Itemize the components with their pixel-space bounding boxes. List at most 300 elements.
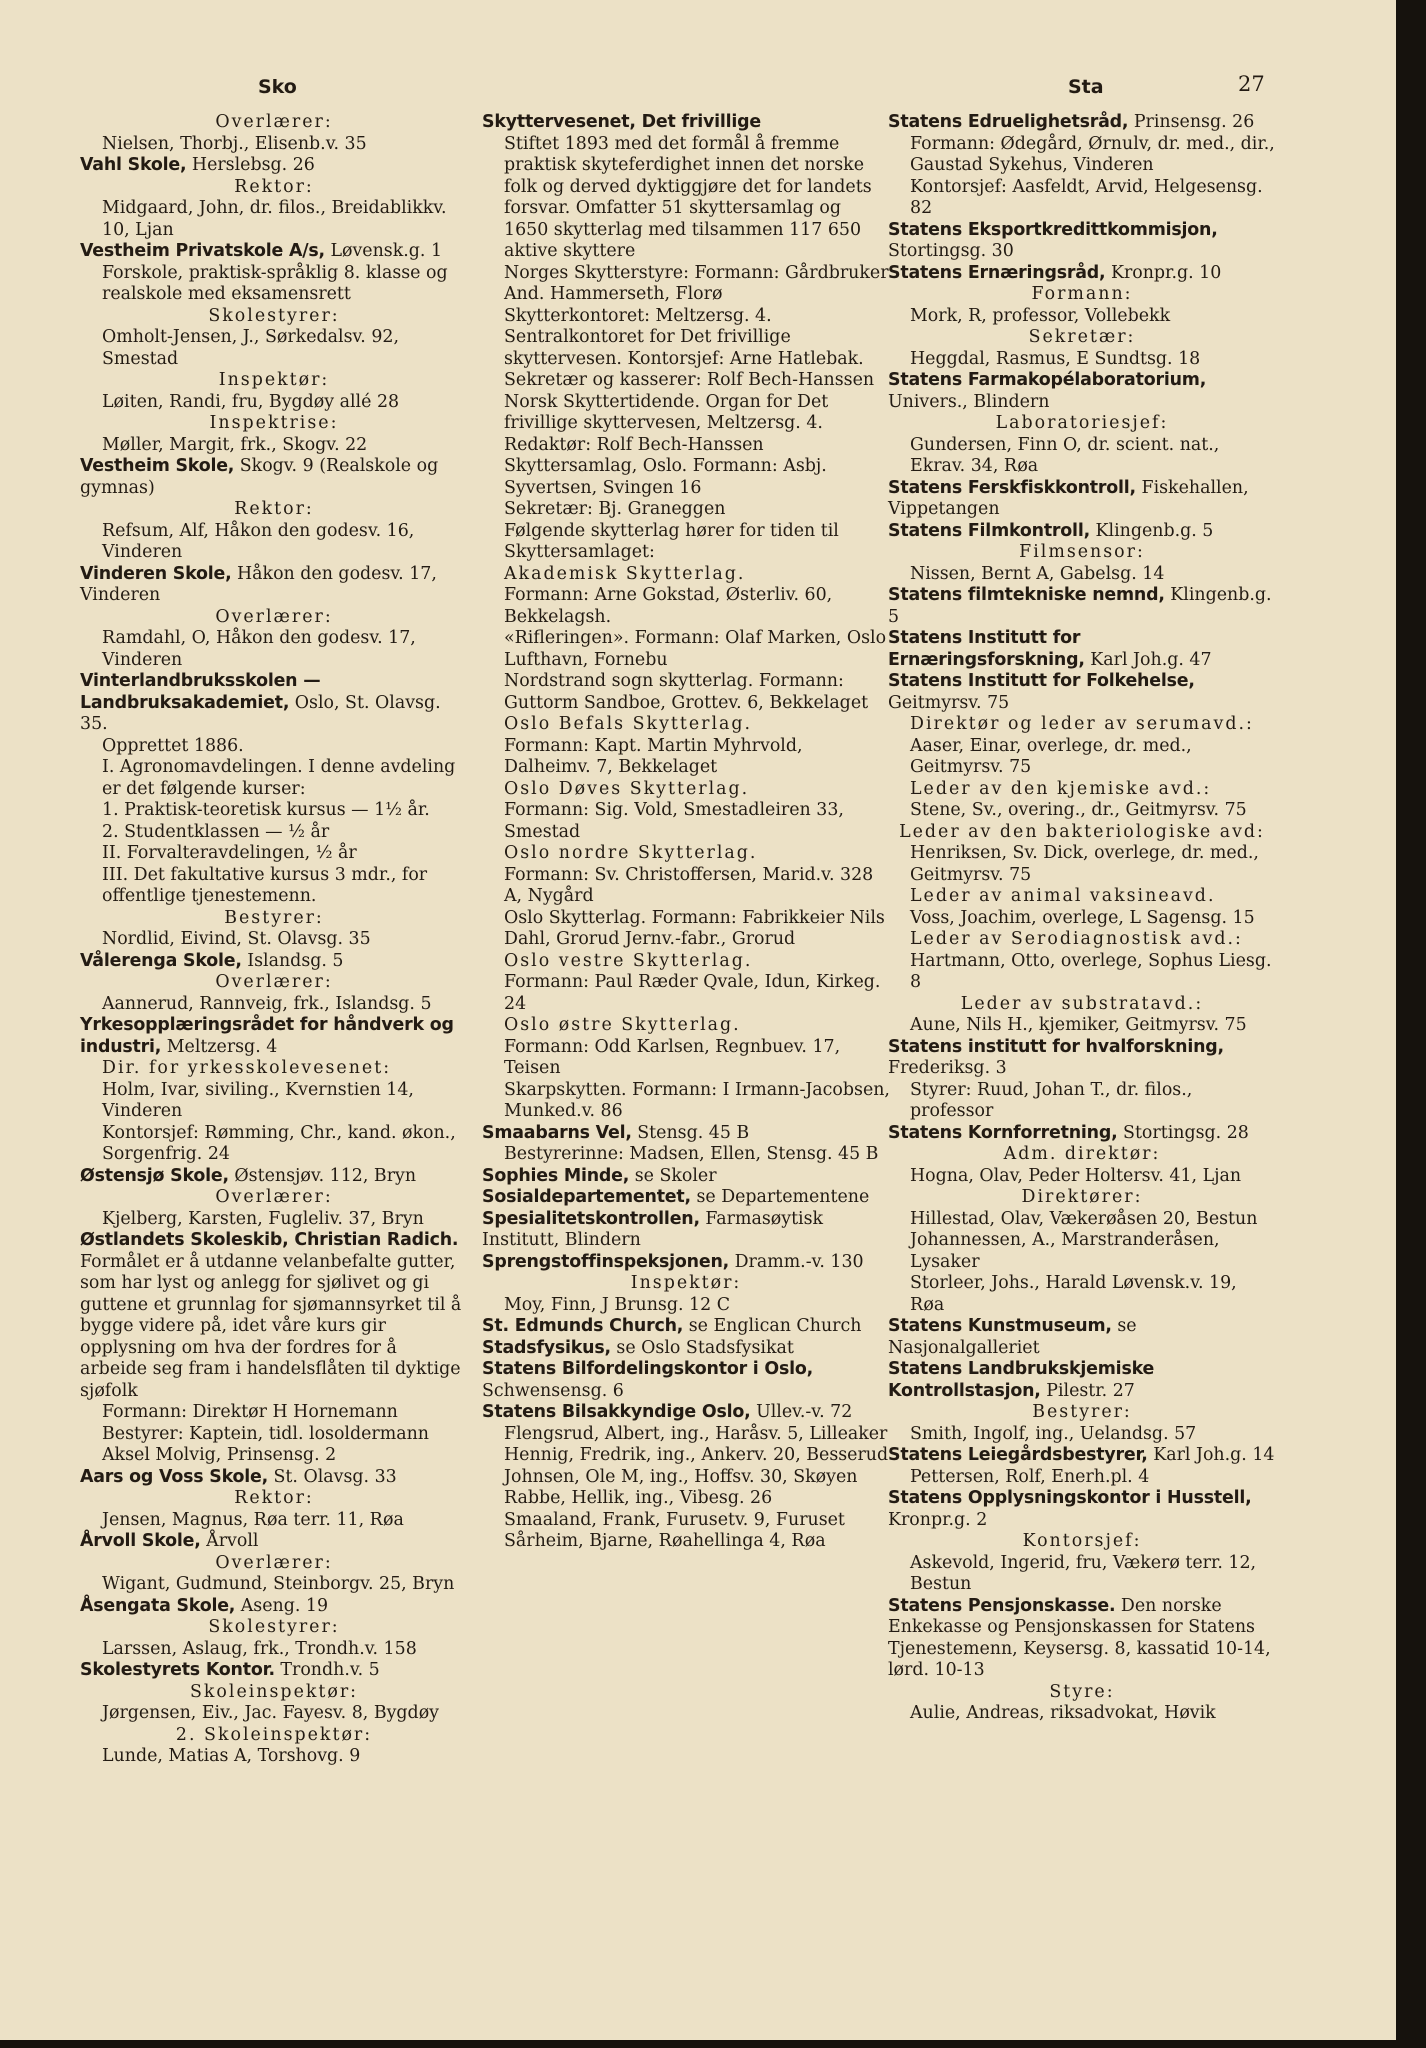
entry-text: Leder av substratavd.:	[960, 993, 1204, 1014]
entry-text: Akademisk Skytterlag.	[504, 563, 746, 584]
entry-heading: Sophies Minde,	[482, 1165, 630, 1186]
entry-text: Oslo, St. Olavsg. 35.	[80, 692, 441, 734]
entry-detail	[80, 822, 468, 844]
entry-text: Rabbe, Hellik, ing., Vibesg. 26	[504, 1488, 773, 1508]
entry-detail	[482, 779, 890, 801]
entry-text: Dir. for yrkesskolevesenet:	[102, 1058, 392, 1078]
entry-text: Karl Joh.g. 14	[1147, 1445, 1275, 1465]
entry-text: Leder av Serodiagnostisk avd.:	[910, 929, 1243, 949]
entry-detail	[80, 327, 468, 370]
entry-detail	[888, 736, 1276, 779]
entry-text: se Oslo Stadsfysikat	[610, 1337, 794, 1358]
entry-heading: Statens Institutt for Ernæringsforskning,	[888, 628, 1085, 670]
entry-text: Aune, Nils H., kjemiker, Geitmyrsv. 75	[910, 1015, 1247, 1035]
entry-text: Omholt-Jensen, J., Sørkedalsv. 92, Smestad	[102, 327, 399, 369]
entry-detail	[80, 994, 468, 1016]
entry-text: Hartmann, Otto, overlege, Sophus Liesg. 8	[910, 950, 1272, 992]
entry-text: Kontorsjef: Aasfeldt, Arvid, Helgesensg. 82	[910, 176, 1263, 218]
directory-entry	[80, 1015, 468, 1058]
entry-text: Heggdal, Rasmus, E Sundtsg. 18	[910, 348, 1201, 369]
entry-detail	[80, 607, 468, 629]
entry-text: Wigant, Gudmund, Steinborgv. 25, Bryn	[102, 1574, 455, 1594]
entry-text: Larssen, Aslaug, frk., Trondh.v. 158	[102, 1638, 417, 1659]
entry-detail	[888, 951, 1276, 994]
entry-text: Leder av den bakteriologiske avd:	[899, 821, 1265, 842]
entry-text: Kjelberg, Karsten, Fugleliv. 37, Bryn	[102, 1208, 424, 1229]
directory-entry	[888, 220, 1276, 263]
entry-heading: Aars og Voss Skole,	[80, 1466, 268, 1487]
entry-text: Skyttersamlag, Oslo. Formann: Asbj. Syvertsen, Svingen 16	[504, 456, 827, 498]
directory-entry	[80, 1467, 468, 1489]
entry-detail	[80, 134, 468, 156]
entry-detail	[888, 886, 1276, 908]
entry-heading: Statens Kunstmuseum,	[888, 1316, 1112, 1336]
entry-detail	[80, 306, 468, 328]
scan-edge	[1396, 0, 1426, 2048]
entry-detail	[888, 714, 1276, 736]
entry-detail	[80, 435, 468, 457]
entry-detail	[482, 499, 890, 521]
entry-detail	[482, 134, 890, 263]
entry-text: Fiskehallen, Vippetangen	[888, 477, 1249, 519]
entry-detail	[888, 1015, 1276, 1037]
entry-text: se Nasjonalgalleriet	[888, 1316, 1137, 1358]
entry-text: Styrer: Ruud, Johan T., dr. filos., professor	[910, 1079, 1193, 1121]
entry-detail	[482, 263, 890, 306]
entry-text: Formann: Direktør H Hornemann	[102, 1402, 398, 1422]
entry-detail	[888, 929, 1276, 951]
directory-entry	[482, 1359, 890, 1402]
entry-text: Norges Skytterstyre: Formann: Gårdbruker And. Hammerseth, Florø	[504, 262, 889, 304]
entry-detail	[888, 994, 1276, 1016]
entry-heading: Statens Ferskfiskkontroll,	[888, 477, 1136, 498]
entry-heading: Statens Kornforretning,	[888, 1122, 1118, 1143]
entry-text: Refsum, Alf, Håkon den godesv. 16, Vinderen	[102, 520, 415, 562]
entry-text: Overlærer:	[215, 1552, 333, 1573]
directory-entry	[482, 1209, 890, 1252]
entry-text: Nordstrand sogn skytterlag. Formann: Guttorm Sandboe, Grottev. 6, Bekkelaget	[504, 671, 869, 713]
entry-text: II. Forvalteravdelingen, ½ år	[102, 843, 357, 863]
running-head-left: Sko	[258, 76, 297, 98]
directory-entry	[80, 1531, 468, 1553]
entry-text: Leder av animal vaksineavd.	[910, 886, 1216, 906]
entry-detail	[80, 1058, 468, 1080]
entry-heading: Stadsfysikus,	[482, 1337, 611, 1358]
entry-text: Klingenb.g. 5	[1089, 520, 1214, 541]
entry-heading: Statens Edruelighetsråd,	[888, 112, 1129, 132]
directory-entry	[482, 1338, 890, 1360]
directory-entry	[888, 521, 1276, 543]
entry-detail	[80, 628, 468, 671]
entry-text: Formann: Paul Ræder Qvale, Idun, Kirkeg. 24	[504, 972, 881, 1014]
entry-text: Overlærer:	[215, 972, 333, 992]
entry-heading: Østensjø Skole,	[80, 1165, 229, 1186]
entry-text: Østensjøv. 112, Bryn	[228, 1165, 417, 1186]
directory-entry	[888, 1316, 1276, 1359]
entry-detail	[80, 800, 468, 822]
entry-text: Inspektrise:	[209, 413, 339, 433]
entry-text: Skolestyrer:	[208, 1617, 340, 1637]
entry-text: Ramdahl, O, Håkon den godesv. 17, Vinderen	[102, 628, 416, 670]
entry-text: Formann: Kapt. Martin Myhrvold, Dalheimv. 7, Bekkelaget	[504, 735, 803, 777]
entry-text: Kronpr.g. 2	[888, 1509, 988, 1530]
entry-detail	[80, 1553, 468, 1575]
entry-detail	[482, 456, 890, 499]
entry-text: Direktør og leder av serumavd.:	[910, 714, 1254, 734]
entry-detail	[482, 1531, 890, 1553]
directory-entry	[482, 1166, 890, 1188]
entry-detail	[80, 843, 468, 865]
entry-detail	[482, 972, 890, 1015]
entry-detail	[888, 1273, 1276, 1316]
entry-text: Stortingsg. 30	[888, 241, 1014, 261]
entry-detail	[80, 392, 468, 414]
entry-text: Pilestr. 27	[1040, 1380, 1135, 1401]
entry-text: Norsk Skyttertidende. Organ for Det frivillige skyttervesen, Meltzersg. 4. Redaktør: Rolf Bech-Hanssen	[504, 391, 829, 455]
entry-detail	[80, 1510, 468, 1532]
entry-text: Stensg. 45 B	[631, 1122, 750, 1143]
entry-text: Pettersen, Rolf, Enerh.pl. 4	[910, 1466, 1150, 1487]
entry-detail	[888, 1703, 1276, 1725]
entry-heading: Vinderen Skole,	[80, 563, 232, 584]
entry-text: Nielsen, Thorbj., Elisenb.v. 35	[102, 133, 367, 154]
entry-text: Smith, Ingolf, ing., Uelandsg. 57	[910, 1423, 1197, 1444]
entry-text: Styre:	[1049, 1681, 1115, 1702]
directory-entry	[888, 478, 1276, 521]
entry-detail	[482, 1445, 890, 1467]
entry-detail	[888, 1166, 1276, 1188]
entry-heading: Statens institutt for hvalforskning,	[888, 1036, 1224, 1057]
entry-text: Islandsg. 5	[241, 950, 344, 971]
directory-entry	[888, 1123, 1276, 1145]
directory-entry	[80, 951, 468, 973]
entry-heading: Statens Leiegårdsbestyrer,	[888, 1445, 1148, 1465]
entry-text: Henriksen, Sv. Dick, overlege, dr. med., Geitmyrsv. 75	[910, 843, 1259, 885]
directory-entry	[80, 1660, 468, 1682]
entry-detail	[80, 1187, 468, 1209]
entry-detail	[80, 1617, 468, 1639]
entry-detail	[80, 929, 468, 951]
directory-entry	[80, 564, 468, 607]
entry-heading: Sosialdepartementet,	[482, 1187, 691, 1207]
directory-entry	[888, 628, 1276, 671]
entry-detail	[888, 435, 1276, 478]
entry-detail	[888, 1209, 1276, 1231]
entry-heading: Yrkesopplæringsrådet for håndverk og industri,	[80, 1015, 454, 1057]
entry-text: Herslebsg. 26	[186, 155, 315, 175]
entry-text: Formann: Ødegård, Ørnulv, dr. med., dir., Gaustad Sykehus, Vinderen	[910, 133, 1275, 175]
directory-entry	[888, 1488, 1276, 1531]
entry-detail	[482, 1273, 890, 1295]
entry-text: Oslo vestre Skytterlag.	[504, 950, 753, 971]
entry-heading: Sprengstoffinspeksjonen,	[482, 1251, 730, 1272]
directory-entry	[888, 370, 1276, 413]
running-head-right: Sta	[1068, 76, 1104, 98]
entry-detail	[80, 1746, 468, 1768]
directory-entry	[888, 263, 1276, 285]
entry-heading: Statens Bilsakkyndige Oslo,	[482, 1402, 751, 1422]
directory-entry	[80, 155, 468, 177]
entry-text: Oslo Befals Skytterlag.	[504, 714, 753, 734]
entry-detail	[482, 951, 890, 973]
entry-detail	[80, 499, 468, 521]
entry-heading: Statens Bilfordelingskontor i Oslo,	[482, 1359, 814, 1379]
entry-detail	[888, 413, 1276, 435]
entry-text: Kontorsjef: Rømming, Chr., kand. økon., Sorgenfrig. 24	[102, 1122, 456, 1164]
entry-text: Aannerud, Rannveig, frk., Islandsg. 5	[102, 993, 432, 1014]
entry-heading: Skyttervesenet, Det frivillige	[482, 112, 761, 132]
entry-text: Hillestad, Olav, Vækerøåsen 20, Bestun	[910, 1208, 1258, 1229]
entry-detail	[888, 1424, 1276, 1446]
entry-text: Overlærer:	[215, 606, 333, 627]
entry-detail	[888, 177, 1276, 220]
entry-detail	[888, 349, 1276, 371]
entry-text: Løvensk.g. 1	[324, 241, 443, 261]
entry-detail	[482, 865, 890, 908]
entry-heading: Skolestyrets Kontor.	[80, 1660, 275, 1680]
directory-entry	[888, 1037, 1276, 1080]
directory-entry	[80, 456, 468, 499]
entry-text: Leder av den kjemiske avd.:	[910, 778, 1212, 799]
entry-detail	[80, 1682, 468, 1704]
entry-text: Skogv. 9 (Realskole og gymnas)	[80, 456, 439, 498]
entry-text: Aulie, Andreas, riksadvokat, Høvik	[910, 1703, 1216, 1723]
entry-detail	[482, 628, 890, 671]
entry-text: Dramm.-v. 130	[729, 1251, 864, 1272]
entry-text: «Rifleringen». Formann: Olaf Marken, Oslo Lufthavn, Fornebu	[504, 628, 887, 670]
entry-text: Skolestyrer:	[208, 305, 340, 326]
directory-entry	[888, 585, 1276, 628]
entry-detail	[888, 1080, 1276, 1123]
entry-detail	[888, 1682, 1276, 1704]
entry-heading: Statens filmtekniske nemnd,	[888, 585, 1165, 605]
entry-text: Overlærer:	[215, 112, 333, 132]
entry-detail	[888, 800, 1276, 822]
entry-text: Formann: Sig. Vold, Smestadleiren 33, Smestad	[504, 800, 844, 842]
entry-text: Nordlid, Eivind, St. Olavsg. 35	[102, 929, 371, 949]
entry-text: Formann: Odd Karlsen, Regnbuev. 17, Teisen	[504, 1036, 841, 1078]
entry-detail	[482, 1424, 890, 1446]
entry-text: Frederiksg. 3	[888, 1058, 1007, 1078]
entry-detail	[482, 585, 890, 628]
entry-detail	[482, 714, 890, 736]
entry-text: Løiten, Randi, fru, Bygdøy allé 28	[102, 391, 400, 412]
entry-detail	[80, 1639, 468, 1661]
entry-detail	[888, 327, 1276, 349]
entry-text: Rektor:	[234, 499, 314, 519]
directory-entry	[80, 1166, 468, 1188]
entry-text: Klingenb.g. 5	[888, 585, 1272, 627]
entry-text: se Englican Church	[683, 1316, 862, 1336]
entry-detail	[888, 1144, 1276, 1166]
entry-text: Oslo Døves Skytterlag.	[504, 778, 750, 799]
entry-detail	[482, 1295, 890, 1317]
directory-entry	[888, 1596, 1276, 1682]
entry-text: Voss, Joachim, overlege, L Sagensg. 15	[910, 907, 1255, 928]
entry-text: Ullev.-v. 72	[750, 1402, 853, 1422]
entry-detail	[80, 908, 468, 930]
entry-detail	[482, 671, 890, 714]
entry-text: Midgaard, John, dr. filos., Breidablikkv. 10, Ljan	[102, 198, 447, 240]
entry-detail	[482, 1144, 890, 1166]
entry-detail	[482, 1488, 890, 1510]
entry-text: I. Agronomavdelingen. I denne avdeling er det følgende kurser:	[102, 757, 456, 799]
directory-entry	[888, 1359, 1276, 1402]
directory-entry	[80, 1596, 468, 1618]
entry-text: Prinsensg. 26	[1128, 112, 1255, 132]
entry-detail	[888, 1402, 1276, 1424]
entry-text: Bestyrerinne: Madsen, Ellen, Stensg. 45 B	[504, 1144, 879, 1164]
entry-text: 1. Praktisk-teoretisk kursus — 1½ år.	[102, 800, 430, 820]
entry-heading: Østlandets Skoleskib, Christian Radich.	[80, 1230, 459, 1250]
entry-detail	[888, 1553, 1276, 1596]
entry-text: Direktører:	[1021, 1187, 1143, 1207]
entry-detail	[482, 736, 890, 779]
entry-detail	[482, 908, 890, 951]
entry-detail	[80, 1488, 468, 1510]
entry-detail	[80, 1402, 468, 1424]
entry-detail	[482, 1510, 890, 1532]
entry-text: Stortingsg. 28	[1117, 1122, 1249, 1143]
entry-heading: Statens Ernæringsråd,	[888, 262, 1106, 283]
entry-detail	[80, 736, 468, 758]
entry-text: Johnsen, Ole M, ing., Hoffsv. 30, Skøyen	[504, 1466, 858, 1487]
entry-detail	[888, 1531, 1276, 1553]
entry-detail	[80, 972, 468, 994]
entry-detail	[80, 198, 468, 241]
entry-heading: Statens Landbrukskjemiske Kontrollstasjon,	[888, 1359, 1155, 1401]
entry-detail	[888, 908, 1276, 930]
entry-detail	[80, 263, 468, 306]
entry-text: Aaser, Einar, overlege, dr. med., Geitmyrsv. 75	[910, 735, 1192, 777]
page-number: 27	[1238, 72, 1265, 96]
entry-text: Johannessen, A., Marstranderåsen, Lysaker	[910, 1230, 1220, 1272]
entry-heading: Årvoll Skole,	[80, 1531, 201, 1551]
entry-text: se Skoler	[629, 1165, 717, 1186]
entry-detail	[482, 800, 890, 843]
entry-heading: Statens Filmkontroll,	[888, 520, 1090, 541]
entry-detail	[888, 1230, 1276, 1273]
entry-detail	[888, 564, 1276, 586]
entry-detail	[482, 1467, 890, 1489]
entry-text: Kronpr.g. 10	[1105, 262, 1222, 283]
entry-heading: Statens Institutt for Folkehelse,	[888, 671, 1195, 691]
entry-detail	[80, 865, 468, 908]
entry-text: Lunde, Matias A, Torshovg. 9	[102, 1746, 361, 1766]
entry-detail	[888, 306, 1276, 328]
entry-heading: Smaabarns Vel,	[482, 1122, 632, 1143]
entry-text: Askevold, Ingerid, fru, Vækerø terr. 12, Bestun	[910, 1552, 1257, 1594]
entry-detail	[888, 284, 1276, 306]
entry-text: Aseng. 19	[235, 1595, 329, 1616]
entry-text: Stene, Sv., overing., dr., Geitmyrsv. 75	[910, 800, 1247, 820]
entry-text: Bestyrer:	[1032, 1402, 1132, 1422]
entry-heading: Statens Farmakopélaboratorium,	[888, 370, 1207, 390]
entry-detail	[80, 370, 468, 392]
entry-text: Mork, R, professor, Vollebekk	[910, 305, 1171, 326]
entry-text: Formann: Sv. Christoffersen, Marid.v. 328 A, Nygård	[504, 864, 874, 906]
entry-text: Rektor:	[234, 176, 314, 197]
entry-text: Geitmyrsv. 75	[888, 692, 1010, 713]
column-middle	[482, 112, 890, 1553]
entry-text: Meltzersg. 4	[161, 1036, 278, 1057]
entry-detail	[482, 1037, 890, 1080]
directory-entry	[80, 671, 468, 736]
entry-detail	[80, 177, 468, 199]
directory-entry	[80, 1230, 468, 1402]
entry-detail	[888, 843, 1276, 886]
entry-text: Bestyrer:	[224, 907, 324, 928]
entry-detail	[888, 1187, 1276, 1209]
entry-text: Skytterkontoret: Meltzersg. 4. Sentralkontoret for Det frivillige skyttervesen. Kontorsjef: Arne Hatlebak. Sekretær og kasserer: Rolf Bech-Hanssen	[504, 305, 875, 390]
entry-text: Moy, Finn, J Brunsg. 12 C	[504, 1294, 731, 1315]
entry-detail	[482, 1015, 890, 1037]
entry-text: Skoleinspektør:	[189, 1681, 359, 1702]
directory-entry	[482, 1316, 890, 1338]
entry-heading: Vålerenga Skole,	[80, 950, 242, 971]
directory-entry	[482, 1187, 890, 1209]
entry-text: Nissen, Bernt A, Gabelsg. 14	[910, 563, 1165, 584]
entry-text: Flengsrud, Albert, ing., Haråsv. 5, Lilleaker	[504, 1423, 888, 1444]
entry-text: St. Olavsg. 33	[267, 1466, 397, 1487]
entry-text: Oslo østre Skytterlag.	[504, 1015, 741, 1035]
entry-detail	[80, 413, 468, 435]
entry-detail	[80, 1725, 468, 1747]
entry-text: Storleer, Johs., Harald Løvensk.v. 19, Røa	[910, 1273, 1237, 1315]
entry-detail	[80, 1209, 468, 1231]
entry-detail	[80, 1574, 468, 1596]
entry-detail	[80, 112, 468, 134]
entry-text: Årvoll	[200, 1531, 259, 1551]
entry-heading: Vinterlandbruksskolen — Landbruksakademiet,	[80, 671, 321, 713]
entry-text: Bestyrer: Kaptein, tidl. losoldermann Aksel Molvig, Prinsensg. 2	[102, 1423, 429, 1465]
entry-text: Hogna, Olav, Peder Holtersv. 41, Ljan	[910, 1165, 1242, 1186]
column-left	[80, 112, 468, 1768]
entry-text: Jensen, Magnus, Røa terr. 11, Røa	[102, 1509, 404, 1530]
entry-heading: Vestheim Privatskole A/s,	[80, 241, 325, 261]
entry-text: Sekretær: Bj. Graneggen	[504, 499, 726, 519]
entry-text: Opprettet 1886.	[102, 735, 244, 756]
entry-heading: Spesialitetskontrollen,	[482, 1208, 700, 1229]
entry-text: Formålet er å utdanne velanbefalte gutter, som har lyst og anlegg for sjølivet og gi guttene et grunnlag for sjømannsyrket til å bygge videre på, idet våre kurs gir opplysning om hva der fordres for å arbeide seg fram i handelsflåten til dyktige sjøfolk	[80, 1251, 462, 1401]
entry-detail	[482, 392, 890, 457]
entry-text: Univers., Blindern	[888, 391, 1050, 412]
entry-detail	[482, 306, 890, 392]
entry-text: Formann:	[1031, 284, 1133, 304]
entry-text: Sårheim, Bjarne, Røahellinga 4, Røa	[504, 1531, 826, 1551]
entry-detail	[80, 521, 468, 564]
entry-text: Formann: Arne Gokstad, Østerliv. 60, Bekkelagsh.	[504, 585, 833, 627]
entry-text: Rektor:	[234, 1488, 314, 1508]
entry-text: Sekretær:	[1028, 327, 1136, 347]
entry-detail	[80, 1080, 468, 1123]
entry-detail	[888, 822, 1276, 844]
entry-text: Filmsensor:	[1019, 542, 1145, 562]
entry-text: Håkon den godesv. 17, Vinderen	[80, 563, 437, 605]
entry-detail	[80, 757, 468, 800]
entry-text: Stiftet 1893 med det formål å fremme praktisk skyteferdighet innen det norske folk og derved dyktiggjøre det for landets forsvar. Omfatter 51 skyttersamlag og 1650 skytterlag med tilsammen 117 650 aktive skyttere	[504, 133, 872, 261]
entry-text: Oslo nordre Skytterlag.	[504, 843, 758, 863]
entry-text: Farmasøytisk Institutt, Blindern	[482, 1208, 824, 1250]
directory-entry	[482, 1402, 890, 1424]
entry-detail	[888, 1467, 1276, 1489]
entry-heading: Åsengata Skole,	[80, 1595, 236, 1616]
directory-entry	[888, 112, 1276, 134]
entry-detail	[482, 1080, 890, 1123]
entry-text: Kontorsjef:	[1022, 1531, 1142, 1551]
entry-detail	[888, 134, 1276, 177]
entry-text: Jørgensen, Eiv., Jac. Fayesv. 8, Bygdøy	[102, 1703, 439, 1723]
